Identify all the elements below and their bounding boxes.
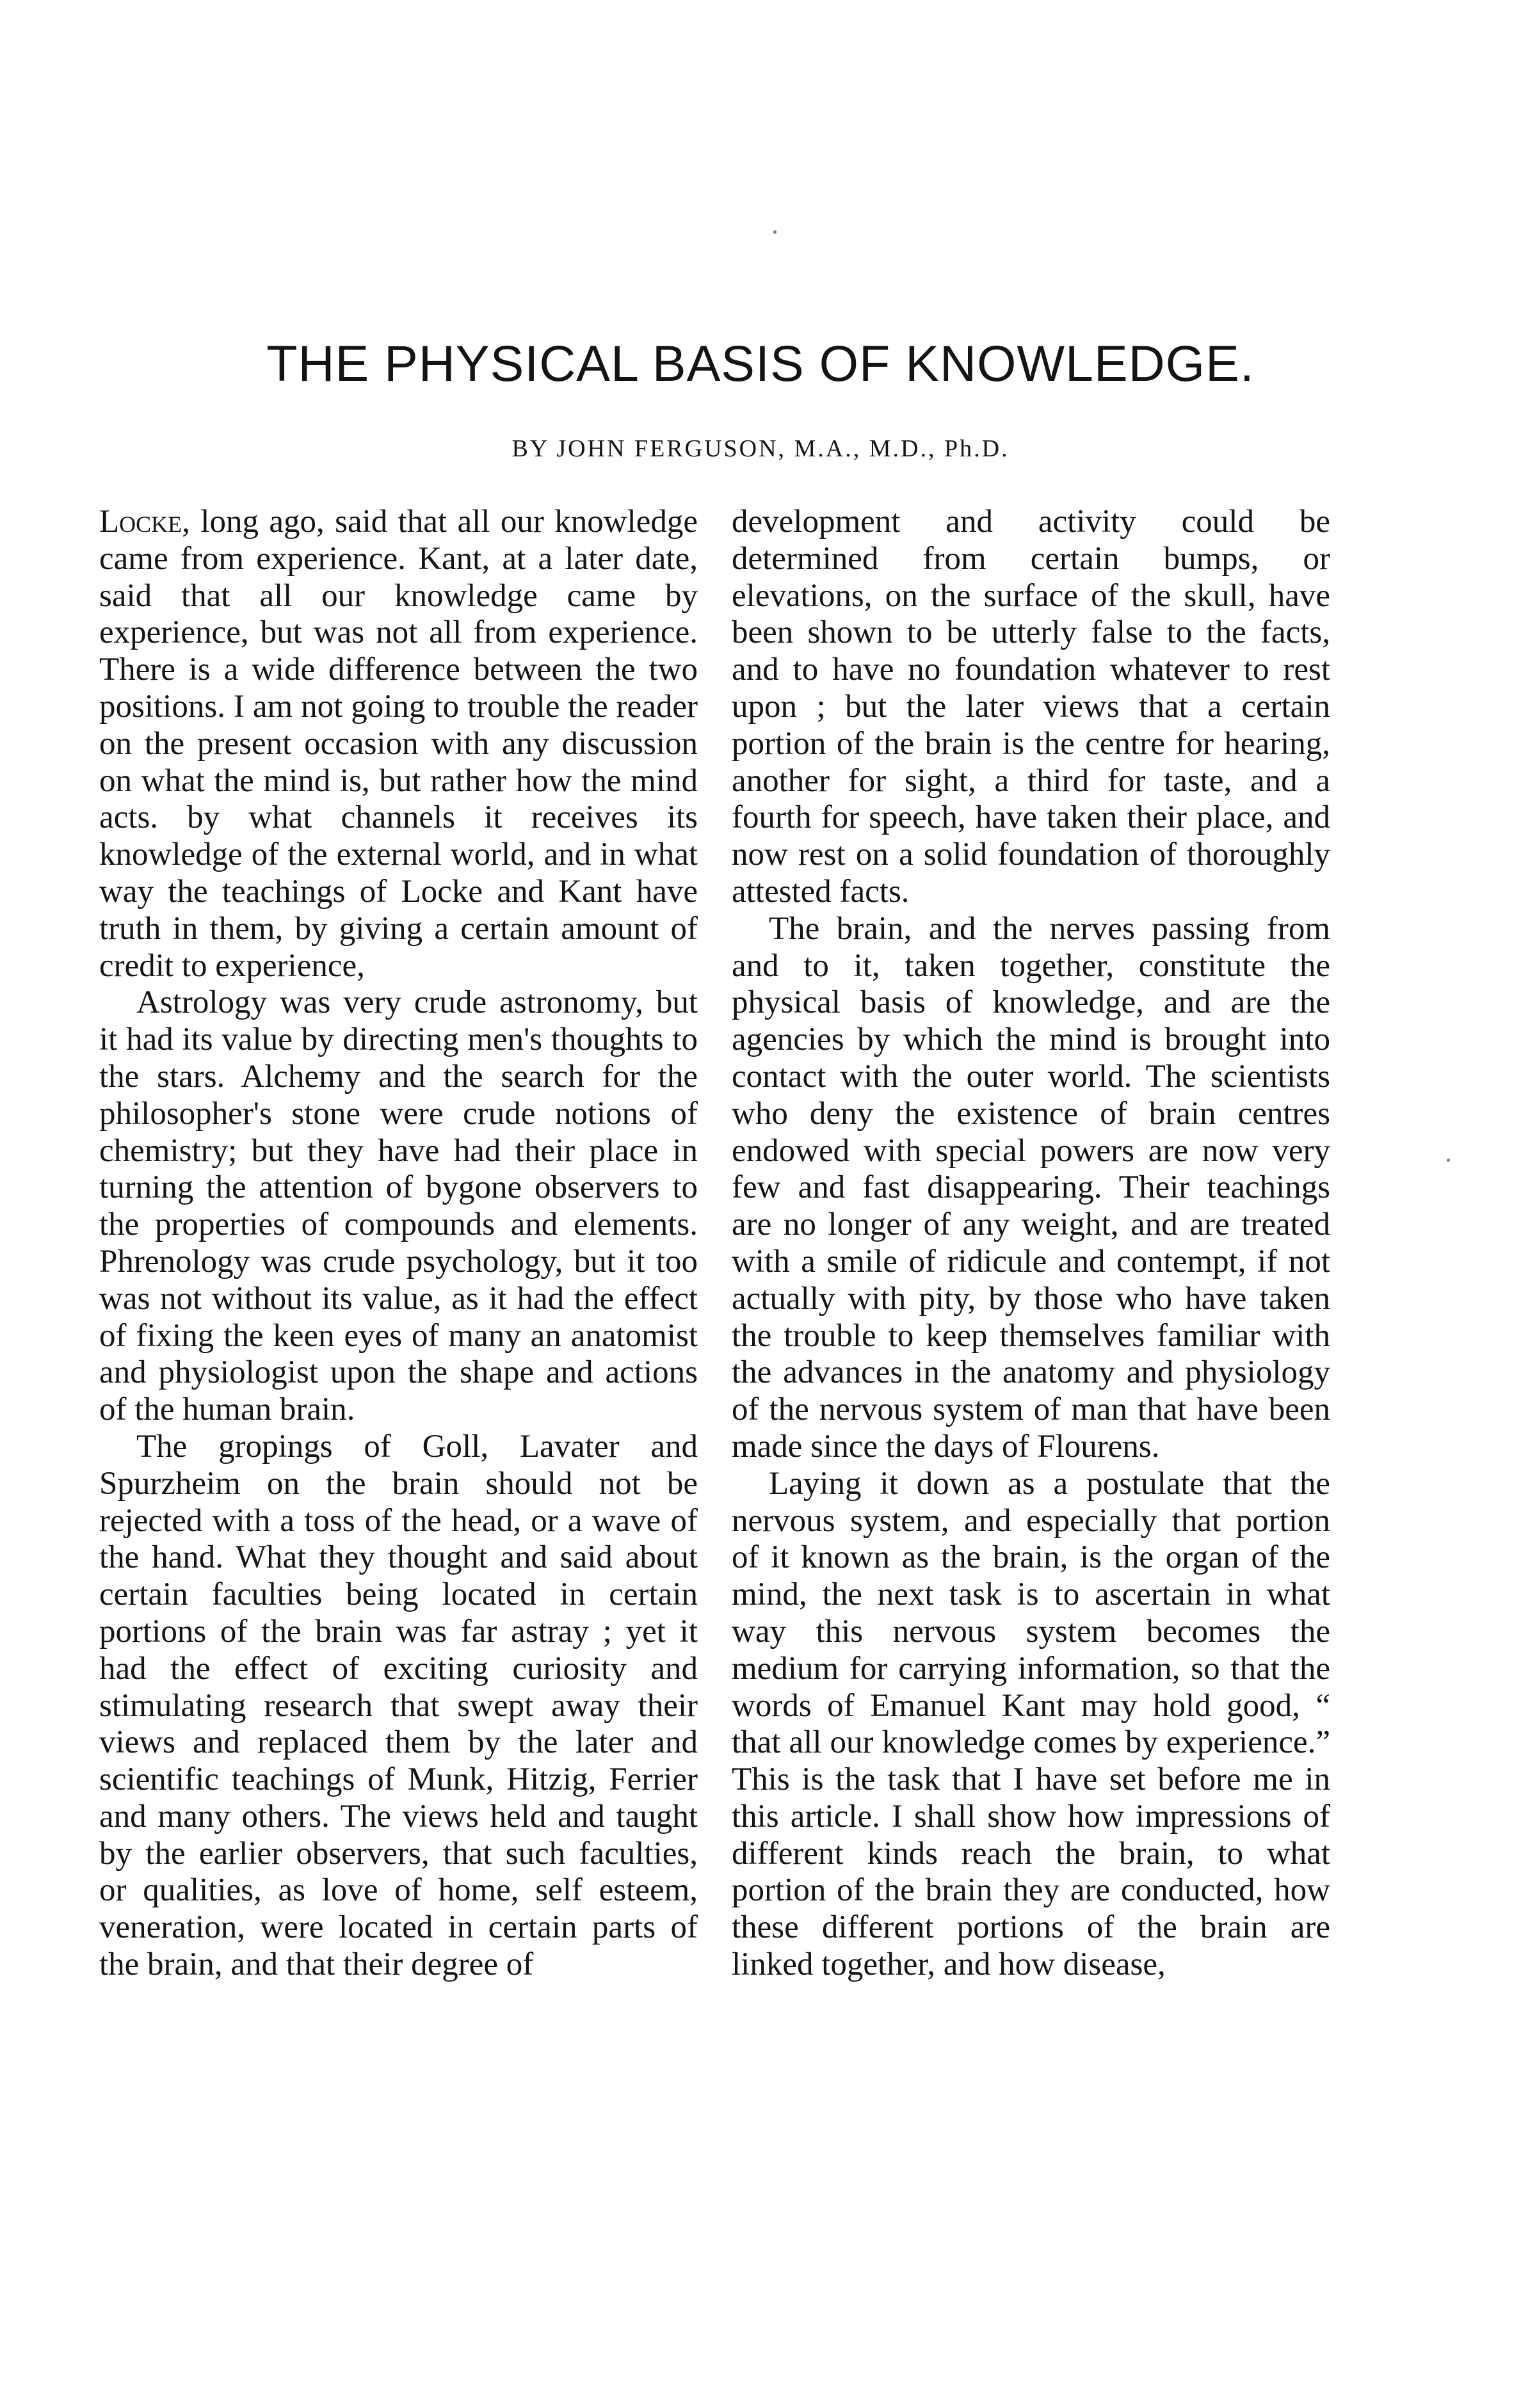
paragraph: development and activity could be determined from certain bumps, or elevations, on the surface of the skull, have been shown to be utterly false to the facts, and to have no foundation whatever to rest upon ; but the later views that a certain portion of the brain is the centre for hearing, another for sight, a third for taste, and a fourth for speech, have taken their place, and now rest on a solid foundation of thoroughly attested facts. — [732, 504, 1330, 910]
drop-lead: Locke — [99, 504, 182, 540]
article-byline: BY JOHN FERGUSON, M.A., M.D., Ph.D. — [511, 435, 1010, 462]
print-speck — [1447, 1159, 1450, 1162]
paragraph: Astrology was very crude astronomy, but it had its value by directing men's thoughts to the stars. Alchemy and the search for the philosopher's stone were crude notions of chemistry; but they have had their place in turning the attention of bygone observers to the properties of compounds and elements. Phrenology was crude psychology, but it too was not without its value, as it had the effect of fixing the keen eyes of many an anatomist and physiologist upon the shape and actions of the human brain. — [99, 984, 698, 1428]
paragraph-text: , long ago, said that all our knowledge came from experience. Kant, at a later date, said that all our knowledge came by experience, but was not all from experience. There is a wide difference between the two positions. I am not going to trouble the reader on the present occasion with any discussion on what the mind is, but rather how the mind acts. by what channels it receives its knowledge of the external world, and in what way the teachings of Locke and Kant have truth in them, by giving a certain amount of credit to experience, — [99, 504, 698, 984]
print-speck — [773, 230, 777, 234]
article-title: THE PHYSICAL BASIS OF KNOWLEDGE. — [266, 335, 1255, 392]
right-column — [732, 504, 1330, 2347]
paragraph: Laying it down as a postulate that the nervous system, and especially that portion of it known as the brain, is the organ of the mind, the next task is to ascertain in what way this nervous system becomes the medium for carrying information, so that the words of Emanuel Kant may hold good, “ that all our knowledge comes by experience.” This is the task that I have set before me in this article. I shall show how impressions of different kinds reach the brain, to what portion of the brain they are conducted, how these different portions of the brain are linked together, and how disease, — [732, 1465, 1330, 1983]
paragraph: The brain, and the nerves passing from and to it, taken together, constitute the physical basis of knowledge, and are the agencies by which the mind is brought into contact with the outer world. The scientists who deny the existence of brain centres endowed with special powers are now very few and fast disappearing. Their teachings are no longer of any weight, and are treated with a smile of ridicule and contempt, if not actually with pity, by those who have taken the trouble to keep themselves familiar with the advances in the anatomy and physiology of the nervous system of man that have been made since the days of Flourens. — [732, 910, 1330, 1465]
left-column — [99, 504, 698, 2347]
paragraph — [99, 504, 698, 984]
paragraph: The gropings of Goll, Lavater and Spurzheim on the brain should not be rejected with a toss of the head, or a wave of the hand. What they thought and said about certain faculties being located in certain portions of the brain was far astray ; yet it had the effect of exciting curiosity and stimulating research that swept away their views and replaced them by the later and scientific teachings of Munk, Hitzig, Ferrier and many others. The views held and taught by the earlier observers, that such faculties, or qualities, as love of home, self esteem, veneration, were located in certain parts of the brain, and that their degree of — [99, 1428, 698, 1983]
